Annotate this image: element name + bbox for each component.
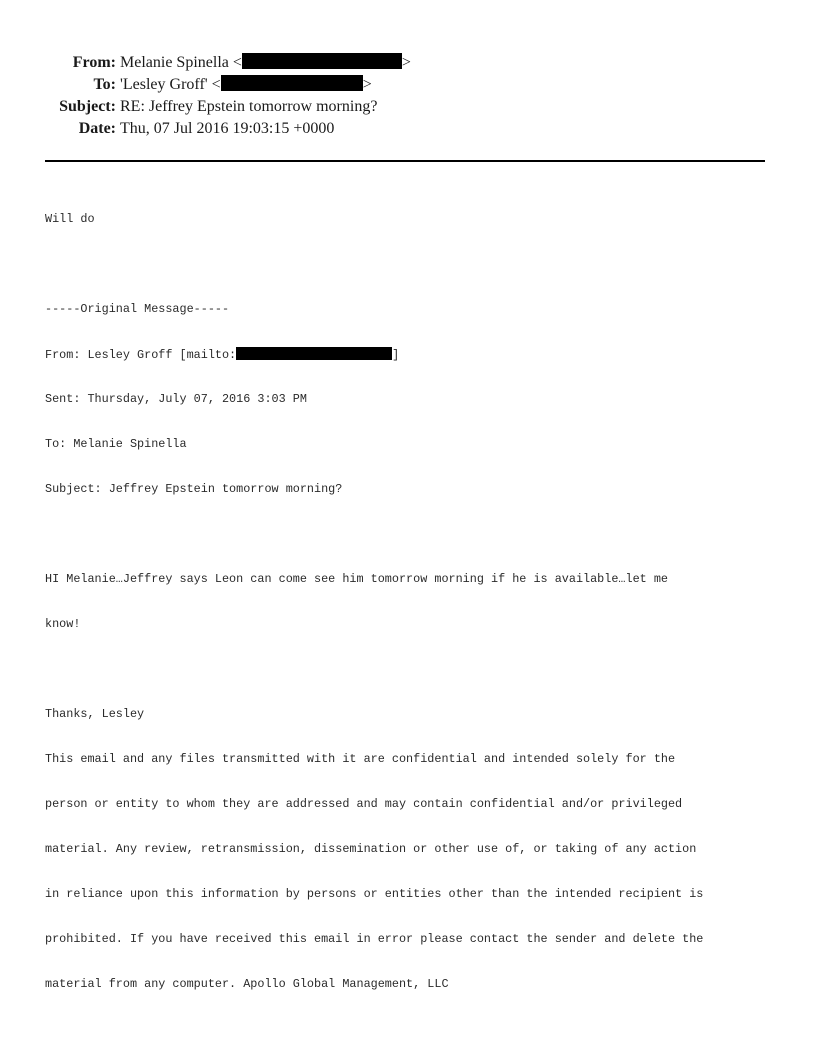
- subject-label: Subject:: [59, 98, 116, 115]
- from-value: Melanie Spinella < >: [120, 54, 411, 71]
- date-label: Date:: [78, 120, 116, 137]
- to-label: To:: [93, 76, 116, 93]
- disclaimer-line: prohibited. If you have received this email in error please contact the sender and delete the: [45, 932, 704, 946]
- original-subject: Subject: Jeffrey Epstein tomorrow morning?: [45, 482, 343, 496]
- from-label: From:: [72, 54, 116, 71]
- date-value: Thu, 07 Jul 2016 19:03:15 +0000: [120, 120, 335, 137]
- email-header: [0, 52, 816, 140]
- from-row: [0, 52, 816, 74]
- redacted-email-block: [236, 347, 392, 360]
- original-from: From: Lesley Groff [mailto: ]: [45, 348, 400, 362]
- subject-row: [0, 96, 816, 118]
- original-message-marker: -----Original Message-----: [45, 302, 230, 316]
- disclaimer-line: in reliance upon this information by persons or entities other than the intended recipient is: [45, 887, 704, 901]
- message-line: know!: [45, 617, 81, 631]
- redacted-email-block: [221, 75, 363, 91]
- spacer: [45, 257, 775, 272]
- spacer: [45, 527, 775, 542]
- to-row: [0, 74, 816, 96]
- message-line: HI Melanie…Jeffrey says Leon can come see him tomorrow morning if he is available…let me: [45, 572, 668, 586]
- spacer: [45, 662, 775, 677]
- subject-value: RE: Jeffrey Epstein tomorrow morning?: [120, 98, 378, 115]
- disclaimer-line: material. Any review, retransmission, dissemination or other use of, or taking of any action: [45, 842, 697, 856]
- disclaimer-line: This email and any files transmitted with it are confidential and intended solely for the: [45, 752, 676, 766]
- email-body: [45, 182, 775, 1007]
- date-row: [0, 118, 816, 140]
- disclaimer-line: person or entity to whom they are addressed and may contain confidential and/or privileged: [45, 797, 683, 811]
- header-divider: [45, 160, 765, 162]
- redacted-email-block: [242, 53, 402, 69]
- reply-text: Will do: [45, 212, 95, 226]
- original-sent: Sent: Thursday, July 07, 2016 3:03 PM: [45, 392, 307, 406]
- signoff: Thanks, Lesley: [45, 707, 145, 721]
- disclaimer-line: material from any computer. Apollo Global Management, LLC: [45, 977, 449, 991]
- original-to: To: Melanie Spinella: [45, 437, 187, 451]
- to-value: 'Lesley Groff' < >: [120, 76, 372, 93]
